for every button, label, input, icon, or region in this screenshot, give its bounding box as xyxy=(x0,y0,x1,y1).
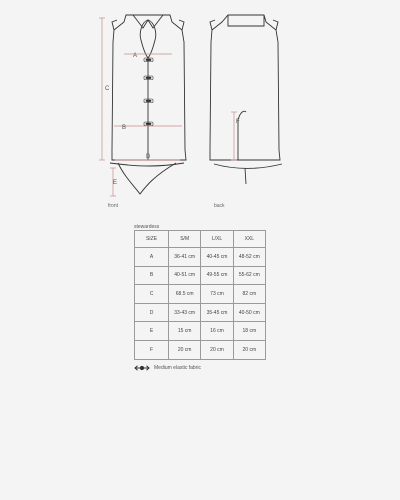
measure-label-f: F xyxy=(236,119,240,125)
table-row xyxy=(135,303,266,322)
fabric-note-text: Medium elastic fabric xyxy=(154,365,201,371)
table-cell: 73 cm xyxy=(201,285,233,304)
header-cell: SIZE xyxy=(135,231,169,248)
front-dress-drawing xyxy=(112,15,186,160)
table-cell: 35-45 cm xyxy=(201,303,233,322)
table-row xyxy=(135,285,266,304)
table-cell: D xyxy=(135,303,169,322)
table-cell: 20 cm xyxy=(233,340,265,359)
measure-label-a: A xyxy=(133,53,138,59)
table-cell: C xyxy=(135,285,169,304)
table-cell: 40-45 cm xyxy=(201,248,233,267)
table-cell: 48-52 cm xyxy=(233,248,265,267)
table-cell: 18 cm xyxy=(233,322,265,341)
table-cell: 36-41 cm xyxy=(169,248,201,267)
table-cell: B xyxy=(135,266,169,285)
front-frog-buttons xyxy=(144,58,153,126)
table-row xyxy=(135,248,266,267)
back-thong-drawing xyxy=(214,164,282,184)
table-cell: E xyxy=(135,322,169,341)
table-cell: F xyxy=(135,340,169,359)
size-table-header xyxy=(135,231,266,248)
garment-drawings xyxy=(0,0,400,215)
table-cell: 20 cm xyxy=(169,340,201,359)
table-row xyxy=(135,266,266,285)
table-cell: 20 cm xyxy=(201,340,233,359)
table-row xyxy=(135,340,266,359)
table-cell: 55-62 cm xyxy=(233,266,265,285)
size-table xyxy=(134,230,266,360)
measure-label-d: D xyxy=(146,154,151,160)
back-dress-drawing xyxy=(210,15,280,160)
view-label-front: front xyxy=(108,203,119,209)
table-row xyxy=(135,322,266,341)
front-thong-drawing xyxy=(110,163,184,194)
table-cell: 82 cm xyxy=(233,285,265,304)
measure-label-c: C xyxy=(105,86,110,92)
table-cell: 49-55 cm xyxy=(201,266,233,285)
table-cell: A xyxy=(135,248,169,267)
table-cell: 33-43 cm xyxy=(169,303,201,322)
view-label-back: back xyxy=(214,203,225,209)
table-cell: 16 cm xyxy=(201,322,233,341)
table-cell: 40-50 cm xyxy=(233,303,265,322)
header-cell: L/XL xyxy=(201,231,233,248)
elastic-fabric-icon xyxy=(134,365,150,371)
product-name: stewardess xyxy=(134,224,160,230)
measure-label-b: B xyxy=(122,125,127,131)
table-cell: 15 cm xyxy=(169,322,201,341)
table-cell: 40-51 cm xyxy=(169,266,201,285)
fabric-note xyxy=(134,364,201,372)
measure-label-e: E xyxy=(113,180,118,186)
header-cell: XXL xyxy=(233,231,265,248)
table-cell: 68.5 cm xyxy=(169,285,201,304)
header-cell: S/M xyxy=(169,231,201,248)
